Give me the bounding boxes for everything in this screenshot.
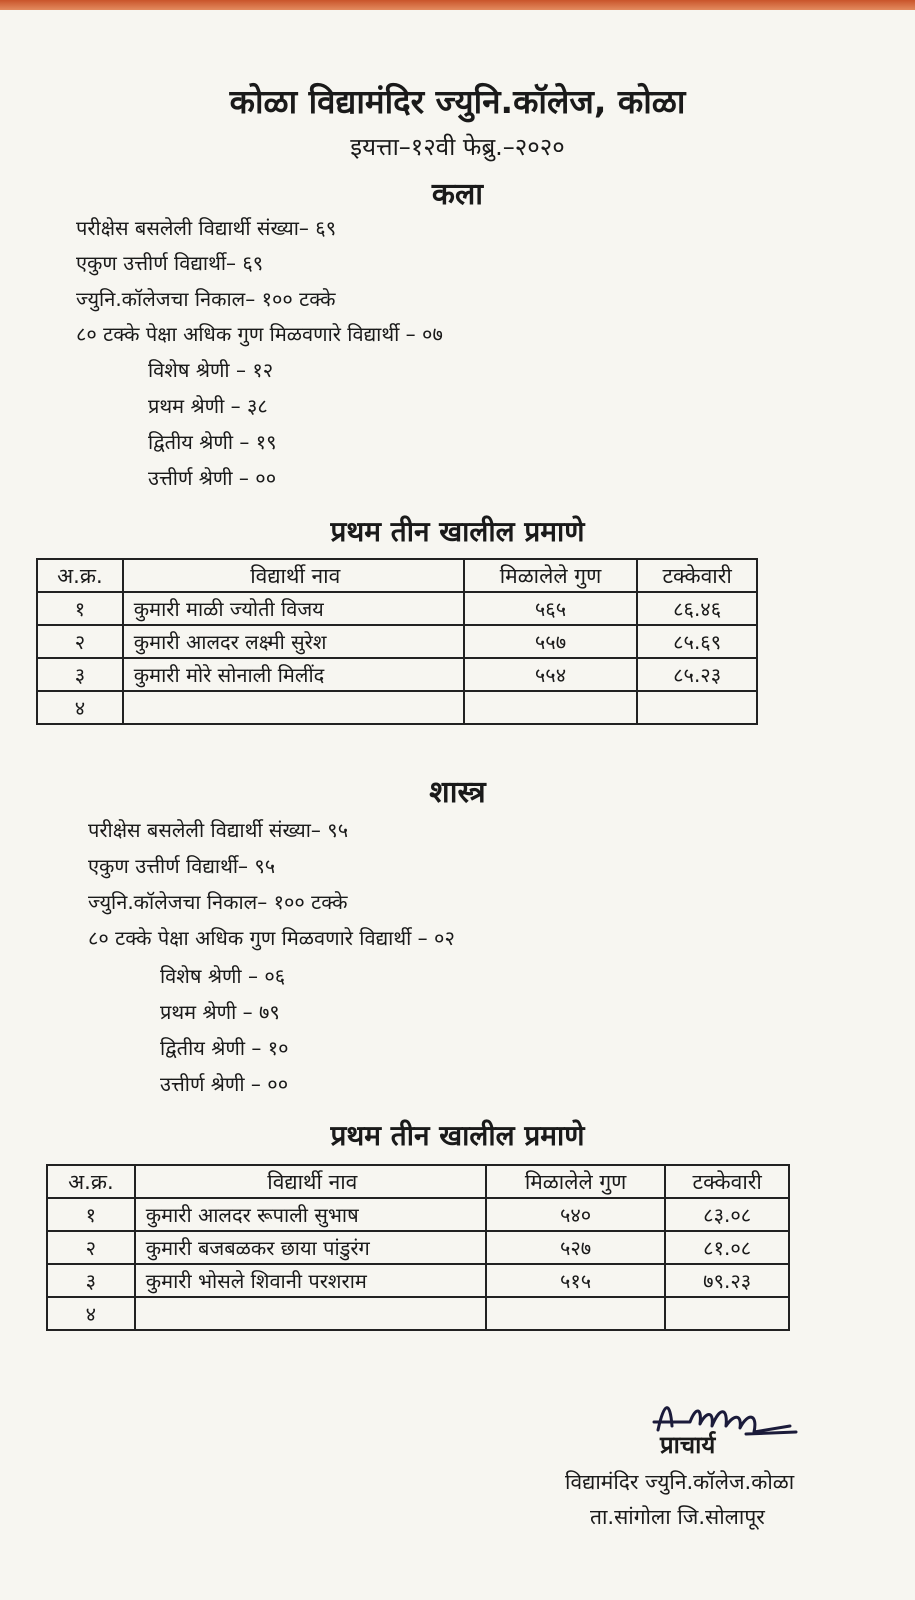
cell-name xyxy=(135,1297,486,1330)
cell-name: कुमारी आलदर रूपाली सुभाष xyxy=(135,1198,486,1231)
cell-percent xyxy=(637,691,757,724)
col-header-percent: टक्केवारी xyxy=(637,559,757,592)
principal-designation: प्राचार्य xyxy=(660,1431,716,1459)
table-row xyxy=(37,691,757,724)
col-header-serial: अ.क्र. xyxy=(37,559,123,592)
col-header-marks: मिळालेले गुण xyxy=(486,1165,665,1198)
science-stat-appeared: परीक्षेस बसलेली विद्यार्थी संख्या– ९५ xyxy=(88,818,349,842)
section-title-arts: कला xyxy=(431,177,484,212)
science-stat-result: ज्युनि.कॉलेजचा निकाल– १०० टक्के xyxy=(88,890,348,914)
top-edge-stripe xyxy=(0,0,915,10)
cell-name xyxy=(123,691,464,724)
cell-name: कुमारी आलदर लक्ष्मी सुरेश xyxy=(123,625,464,658)
cell-percent: ८५.६९ xyxy=(637,625,757,658)
cell-percent: ८५.२३ xyxy=(637,658,757,691)
col-header-name: विद्यार्थी नाव xyxy=(123,559,464,592)
cell-percent: ८३.०८ xyxy=(665,1198,789,1231)
col-header-marks: मिळालेले गुण xyxy=(464,559,638,592)
arts-stat-passed: एकुण उत्तीर्ण विद्यार्थी– ६९ xyxy=(76,251,264,275)
cell-percent: ८१.०८ xyxy=(665,1231,789,1264)
cell-marks xyxy=(464,691,638,724)
cell-serial: ३ xyxy=(47,1264,135,1297)
col-header-name: विद्यार्थी नाव xyxy=(135,1165,486,1198)
table-row xyxy=(37,592,757,625)
cell-serial: २ xyxy=(37,625,123,658)
arts-stat-result: ज्युनि.कॉलेजचा निकाल– १०० टक्के xyxy=(76,287,336,311)
arts-grade-first: प्रथम श्रेणी – ३८ xyxy=(148,394,268,418)
science-grade-pass: उत्तीर्ण श्रेणी – ०० xyxy=(160,1072,289,1096)
cell-marks: ५२७ xyxy=(486,1231,665,1264)
science-toppers-heading: प्रथम तीन खालील प्रमाणे xyxy=(330,1119,585,1152)
cell-marks: ५६५ xyxy=(464,592,638,625)
table-row xyxy=(47,1264,789,1297)
cell-percent: ८६.४६ xyxy=(637,592,757,625)
arts-grade-second: द्वितीय श्रेणी – १९ xyxy=(148,430,277,454)
arts-grade-pass: उत्तीर्ण श्रेणी – ०० xyxy=(148,466,277,490)
cell-serial: १ xyxy=(47,1198,135,1231)
table-row xyxy=(37,658,757,691)
cell-name: कुमारी बजबळकर छाया पांडुरंग xyxy=(135,1231,486,1264)
cell-marks: ५५७ xyxy=(464,625,638,658)
cell-percent: ७९.२३ xyxy=(665,1264,789,1297)
cell-serial: १ xyxy=(37,592,123,625)
science-toppers-table xyxy=(46,1164,790,1331)
cell-marks: ५५४ xyxy=(464,658,638,691)
science-grade-distinction: विशेष श्रेणी – ०६ xyxy=(160,964,286,988)
table-row xyxy=(47,1198,789,1231)
cell-serial: ३ xyxy=(37,658,123,691)
table-header-row xyxy=(37,559,757,592)
table-row xyxy=(37,625,757,658)
cell-name: कुमारी माळी ज्योती विजय xyxy=(123,592,464,625)
science-grade-second: द्वितीय श्रेणी – १० xyxy=(160,1036,289,1060)
cell-marks xyxy=(486,1297,665,1330)
cell-marks: ५१५ xyxy=(486,1264,665,1297)
arts-toppers-heading: प्रथम तीन खालील प्रमाणे xyxy=(330,515,585,548)
arts-stat-appeared: परीक्षेस बसलेली विद्यार्थी संख्या– ६९ xyxy=(76,216,337,240)
page-title: कोळा विद्यामंदिर ज्युनि.कॉलेज, कोळा xyxy=(229,82,686,121)
cell-percent xyxy=(665,1297,789,1330)
cell-serial: ४ xyxy=(37,691,123,724)
cell-name: कुमारी मोरे सोनाली मिलींद xyxy=(123,658,464,691)
science-grade-first: प्रथम श्रेणी – ७९ xyxy=(160,1000,280,1024)
cell-serial: ४ xyxy=(47,1297,135,1330)
footer-address: ता.सांगोला जि.सोलापूर xyxy=(590,1505,765,1529)
table-row xyxy=(47,1231,789,1264)
section-title-science: शास्त्र xyxy=(429,775,486,810)
table-row xyxy=(47,1297,789,1330)
cell-marks: ५४० xyxy=(486,1198,665,1231)
table-header-row xyxy=(47,1165,789,1198)
col-header-percent: टक्केवारी xyxy=(665,1165,789,1198)
science-stat-above80: ८० टक्के पेक्षा अधिक गुण मिळवणारे विद्यार्थी – ०२ xyxy=(88,926,455,950)
arts-toppers-table xyxy=(36,558,758,725)
arts-grade-distinction: विशेष श्रेणी – १२ xyxy=(148,358,274,382)
cell-serial: २ xyxy=(47,1231,135,1264)
cell-name: कुमारी भोसले शिवानी परशराम xyxy=(135,1264,486,1297)
page-subtitle: इयत्ता–१२वी फेब्रु.–२०२० xyxy=(350,133,565,161)
arts-stat-above80: ८० टक्के पेक्षा अधिक गुण मिळवणारे विद्यार्थी – ०७ xyxy=(76,322,443,346)
footer-college-name: विद्यामंदिर ज्युनि.कॉलेज.कोळा xyxy=(565,1470,795,1494)
col-header-serial: अ.क्र. xyxy=(47,1165,135,1198)
science-stat-passed: एकुण उत्तीर्ण विद्यार्थी– ९५ xyxy=(88,854,276,878)
